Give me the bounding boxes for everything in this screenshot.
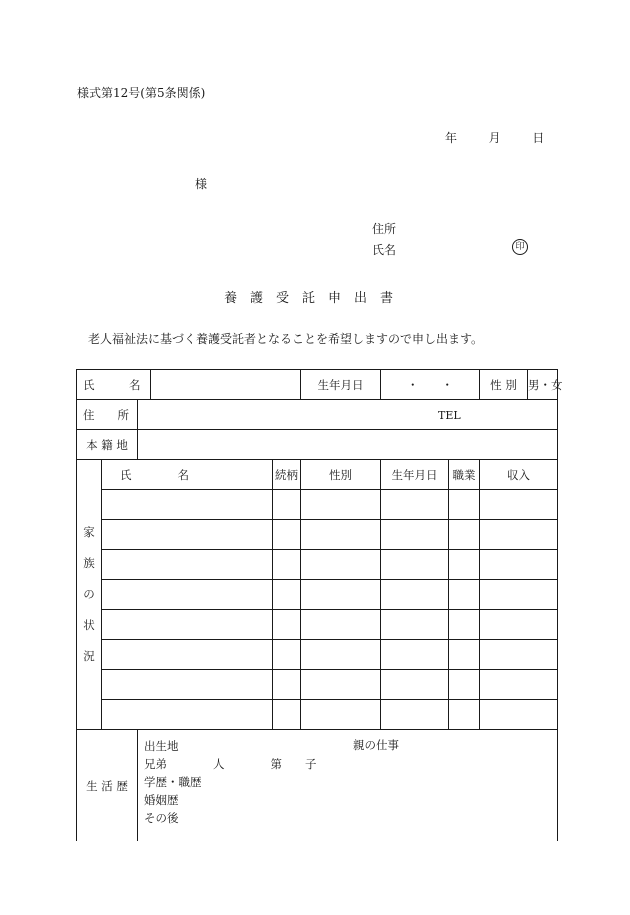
domicile-field[interactable] [138,430,558,460]
family-label [77,460,102,730]
family-label-char: 家 [83,525,95,539]
history-line: 兄弟 人 第 子 [144,757,317,771]
parents-job-label: 親の仕事 [353,738,399,752]
family-row [77,520,558,550]
history-line: 学歴・職歴 [144,775,202,789]
name-label: 氏 名 [83,377,141,392]
date-month: 月 [488,131,501,145]
family-header-sex: 性別 [301,460,381,490]
history-line: 婚姻歴 [144,793,179,807]
family-header-relation: 続柄 [273,460,301,490]
family-row [77,640,558,670]
family-row [77,700,558,730]
sex-options[interactable]: 男・女 [528,370,558,400]
address-field[interactable] [138,400,558,430]
history-field[interactable] [138,730,558,842]
form-number: 様式第12号(第5条関係) [77,86,206,100]
family-header-name-cell [102,460,273,490]
family-header-occupation: 職業 [449,460,480,490]
document-title: 養護受託申出書 [223,291,406,306]
family-row [77,670,558,700]
applicant-name-label: 氏名 [372,243,397,257]
date-line [445,129,544,146]
address-label-cell [77,400,138,430]
intro-text: 老人福祉法に基づく養護受託者となることを希望しますので申し出ます。 [88,332,484,346]
family-header-row [77,460,558,490]
address-row [77,400,558,430]
family-row [77,550,558,580]
family-header-income: 収入 [480,460,558,490]
name-field[interactable] [151,370,301,400]
birthdate-label: 生年月日 [301,370,381,400]
seal-icon: 印 [512,239,528,255]
family-row [77,490,558,520]
date-year: 年 [445,131,458,145]
history-label: 生 活 歴 [77,730,138,842]
tel-label: TEL [438,408,461,422]
family-row [77,580,558,610]
family-label-char: の [83,587,95,601]
history-line: 出生地 [144,739,179,753]
family-header-name: 氏 名 [120,467,189,482]
date-day: 日 [532,131,545,145]
name-label-cell [77,370,151,400]
family-label-char: 状 [83,618,95,632]
family-label-char: 況 [83,649,95,663]
application-table [76,369,563,841]
birthdate-field[interactable]: ・ ・ [381,370,480,400]
addressee-suffix: 様 [195,177,208,191]
family-header-birthdate: 生年月日 [381,460,449,490]
domicile-label: 本 籍 地 [77,430,138,460]
domicile-row [77,430,558,460]
history-line: その後 [144,811,179,825]
name-row [77,370,558,400]
family-row [77,610,558,640]
applicant-address-label: 住所 [372,222,397,236]
family-label-char: 族 [83,556,95,570]
address-label: 住 所 [83,407,129,422]
history-row [77,730,558,842]
sex-label: 性 別 [480,370,528,400]
